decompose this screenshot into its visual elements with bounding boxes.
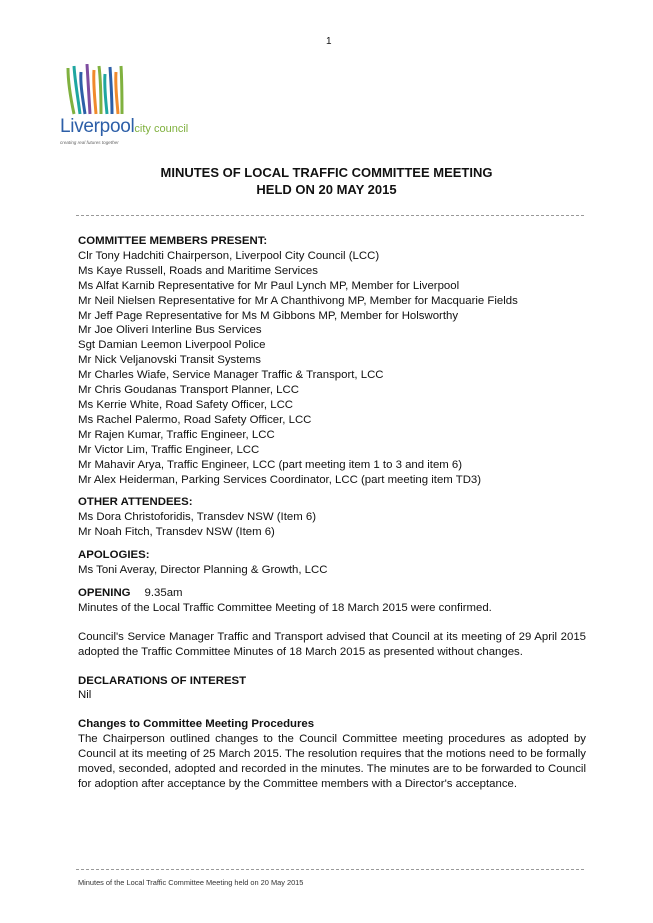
footer-divider — [76, 869, 584, 870]
header-divider — [76, 215, 584, 216]
attendee-item: Mr Noah Fitch, Transdev NSW (Item 6) — [78, 526, 275, 539]
members-heading: COMMITTEE MEMBERS PRESENT: — [78, 235, 268, 247]
attendees-heading: OTHER ATTENDEES: — [78, 496, 193, 509]
title-line-1: MINUTES OF LOCAL TRAFFIC COMMITTEE MEETING — [160, 165, 493, 180]
member-item: Ms Kaye Russell, Roads and Maritime Services — [78, 264, 318, 277]
attendee-item: Ms Dora Christoforidis, Transdev NSW (Item 6) — [78, 511, 316, 524]
apology-item: Ms Toni Averay, Director Planning & Growth, LCC — [78, 564, 328, 577]
member-item: Mr Neil Nielsen Representative for Mr A Chanthivong MP, Member for Macquarie Fields — [78, 294, 518, 307]
member-item: Mr Nick Veljanovski Transit Systems — [78, 354, 261, 367]
title-line-2: HELD ON 20 MAY 2015 — [256, 182, 397, 197]
minutes-body — [78, 234, 586, 792]
apologies-heading: APOLOGIES: — [78, 549, 150, 562]
logo-wordmark — [60, 116, 188, 140]
declarations-text: Nil — [78, 689, 92, 702]
members-list — [78, 249, 586, 488]
declarations-heading: DECLARATIONS OF INTEREST — [78, 674, 247, 687]
member-item: Sgt Damian Leemon Liverpool Police — [78, 339, 266, 352]
member-item: Mr Jeff Page Representative for Ms M Gibbons MP, Member for Holsworthy — [78, 309, 459, 322]
document-title — [0, 164, 653, 198]
adoption-paragraph: Council's Service Manager Traffic and Transport advised that Council at its meeting of 29 April 2015 adopted the Traffic Committee Minutes of 18 March 2015 as presented without changes. — [78, 630, 586, 658]
page-number: 1 — [326, 36, 332, 47]
member-item: Mr Joe Oliveri Interline Bus Services — [78, 324, 262, 337]
logo-tagline: creating real futures together — [60, 140, 119, 145]
logo-word-main: Liverpool — [60, 116, 135, 137]
member-item: Mr Chris Goudanas Transport Planner, LCC — [78, 384, 299, 397]
opening-line — [78, 586, 586, 601]
member-item: Mr Victor Lim, Traffic Engineer, LCC — [78, 443, 260, 456]
member-item: Mr Rajen Kumar, Traffic Engineer, LCC — [78, 428, 275, 441]
page-footer: Minutes of the Local Traffic Committee Meeting held on 20 May 2015 — [78, 878, 304, 887]
member-item: Ms Kerrie White, Road Safety Officer, LCC — [78, 398, 294, 411]
logo-mark-icon — [66, 64, 124, 116]
logo-word-accent: city council — [134, 123, 189, 135]
member-item: Mr Alex Heiderman, Parking Services Coordinator, LCC (part meeting item TD3) — [78, 473, 482, 486]
opening-time: 9.35am — [144, 586, 183, 599]
member-item: Ms Alfat Karnib Representative for Mr Paul Lynch MP, Member for Liverpool — [78, 279, 460, 292]
member-item: Mr Charles Wiafe, Service Manager Traffic & Transport, LCC — [78, 369, 384, 382]
council-logo — [60, 64, 210, 154]
opening-text: Minutes of the Local Traffic Committee Meeting of 18 March 2015 were confirmed. — [78, 601, 492, 614]
opening-heading: OPENING — [78, 586, 131, 599]
member-item: Mr Mahavir Arya, Traffic Engineer, LCC (part meeting item 1 to 3 and item 6) — [78, 458, 463, 471]
changes-heading: Changes to Committee Meeting Procedures — [78, 718, 315, 731]
member-item: Clr Tony Hadchiti Chairperson, Liverpool City Council (LCC) — [78, 249, 380, 262]
member-item: Ms Rachel Palermo, Road Safety Officer, LCC — [78, 413, 312, 426]
changes-paragraph: The Chairperson outlined changes to the Council Committee meeting procedures as adopted by Council at its meeting of 25 March 2015. The resolution requires that the motions need to be formally moved, seconded, adopted and recorded in the minutes. The minutes are to be forwarded to Council for adoption after acceptance by the Committee members with a Director's acceptance. — [78, 733, 586, 790]
